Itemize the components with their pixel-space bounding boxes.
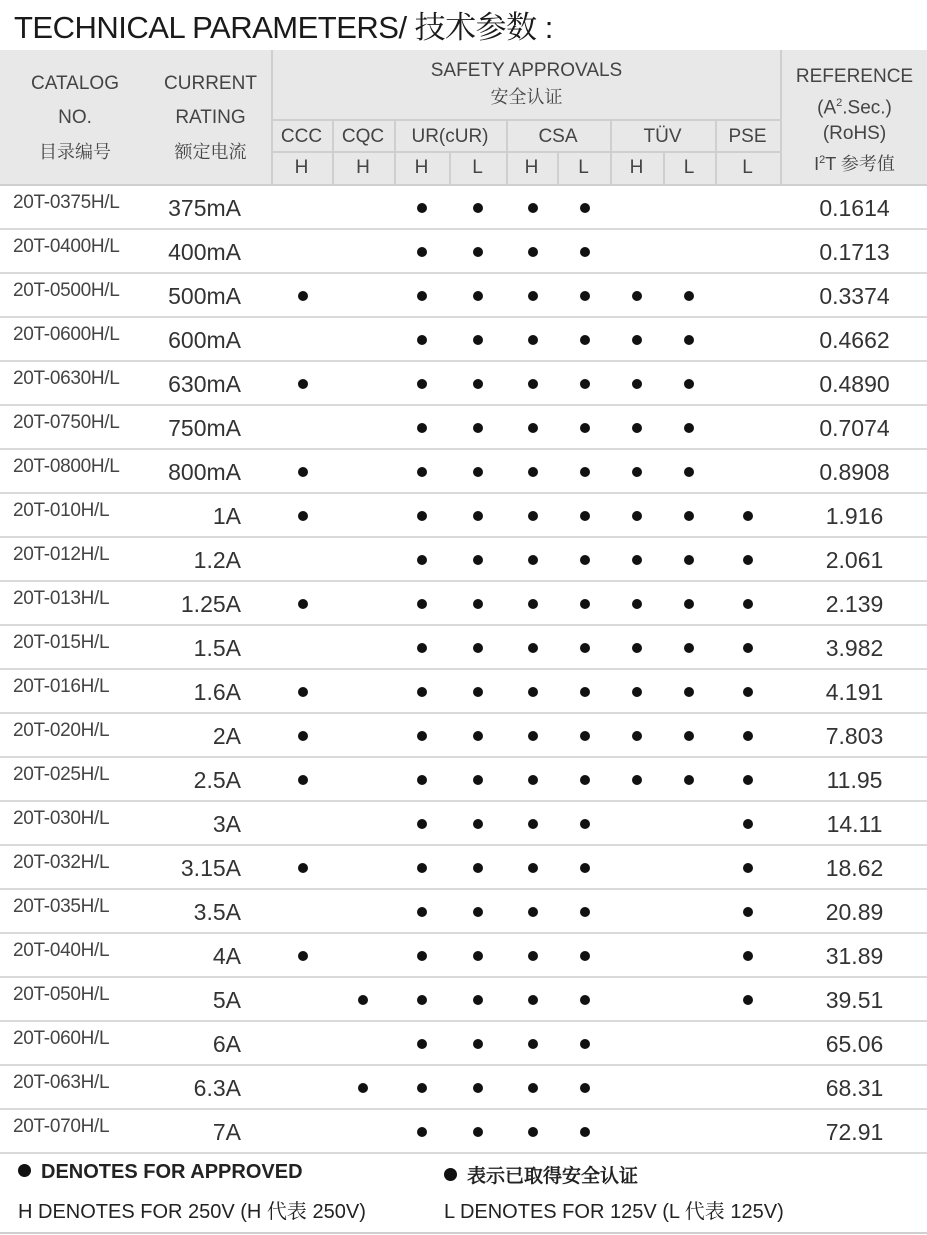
table-header	[0, 50, 927, 186]
current-rating: 3.5A	[193, 899, 241, 925]
approval-dot-icon	[473, 951, 483, 961]
approval-dot-icon	[743, 995, 753, 1005]
legend-l: L DENOTES FOR 125V (L 代表 125V)	[444, 1201, 784, 1223]
agency-cqc: CQC	[341, 126, 385, 147]
legend-approved-cn-text: 表示已取得安全认证	[467, 1166, 639, 1187]
table-row	[0, 1110, 927, 1154]
approval-dot-icon	[528, 555, 538, 565]
approval-dot-icon	[580, 643, 590, 653]
approval-dot-icon	[580, 555, 590, 565]
approval-dot-icon	[417, 247, 427, 257]
reference-value: 14.11	[826, 811, 883, 837]
approval-dot-icon	[528, 775, 538, 785]
table-row	[0, 230, 927, 274]
catalog-number: 20T-013H/L	[13, 588, 110, 609]
reference-value: 11.95	[826, 767, 883, 793]
approval-dot-icon	[580, 1083, 590, 1093]
current-rating: 800mA	[168, 459, 241, 485]
reference-value: 1.916	[825, 503, 884, 529]
approval-dot-icon	[473, 379, 483, 389]
approval-dot-icon	[632, 731, 642, 741]
approval-dot-icon	[528, 203, 538, 213]
current-header	[150, 67, 271, 169]
catalog-number: 20T-035H/L	[13, 896, 110, 917]
reference-value: 4.191	[825, 679, 884, 705]
catalog-number: 20T-016H/L	[13, 676, 110, 697]
table-row	[0, 406, 927, 450]
approval-dot-icon	[528, 863, 538, 873]
approval-dot-icon	[684, 423, 694, 433]
approval-dot-icon	[417, 643, 427, 653]
sub-tuv-l: L	[683, 157, 695, 178]
catalog-number: 20T-032H/L	[13, 852, 110, 873]
approval-dot-icon	[473, 599, 483, 609]
approval-dot-icon	[743, 775, 753, 785]
table-row	[0, 670, 927, 714]
current-header-line1: CURRENT	[164, 73, 257, 94]
approval-dot-icon	[298, 731, 308, 741]
approval-dot-icon	[580, 599, 590, 609]
approval-dot-icon	[473, 1039, 483, 1049]
approval-dot-icon	[743, 643, 753, 653]
current-rating: 4A	[212, 943, 241, 969]
approval-dot-icon	[473, 775, 483, 785]
approval-dot-icon	[632, 511, 642, 521]
approval-dot-icon	[417, 1127, 427, 1137]
safety-header-cn: 安全认证	[490, 87, 563, 107]
approval-dot-icon	[743, 863, 753, 873]
approval-dot-icon	[580, 291, 590, 301]
approval-dot-icon	[528, 687, 538, 697]
bottom-divider	[0, 1232, 927, 1234]
approval-dot-icon	[473, 1127, 483, 1137]
current-rating: 3.15A	[180, 855, 241, 881]
approval-dot-icon	[528, 907, 538, 917]
table-row	[0, 362, 927, 406]
approval-dot-icon	[417, 863, 427, 873]
reference-value: 0.1713	[819, 239, 890, 265]
approval-dot-icon	[358, 995, 368, 1005]
approval-dot-icon	[473, 247, 483, 257]
approval-dot-icon	[684, 555, 694, 565]
approval-dot-icon	[417, 335, 427, 345]
approval-dot-icon	[580, 951, 590, 961]
table-row	[0, 802, 927, 846]
approval-dot-icon	[528, 467, 538, 477]
approval-dot-icon	[580, 775, 590, 785]
reference-value: 72.91	[825, 1119, 884, 1145]
approval-dot-icon	[473, 335, 483, 345]
approval-dot-icon	[473, 555, 483, 565]
approval-dot-icon	[632, 599, 642, 609]
approval-dot-icon	[473, 731, 483, 741]
approval-dot-icon	[743, 511, 753, 521]
reference-value: 20.89	[825, 899, 884, 925]
table-row	[0, 626, 927, 670]
current-header-line3: 额定电流	[174, 142, 247, 162]
current-rating: 1.5A	[193, 635, 241, 661]
approval-dot-icon	[528, 643, 538, 653]
approval-dot-icon	[528, 379, 538, 389]
approval-dot-icon	[580, 379, 590, 389]
approval-dot-icon	[580, 819, 590, 829]
reference-value: 0.7074	[819, 415, 890, 441]
bullet-icon	[444, 1168, 457, 1181]
approval-dot-icon	[298, 379, 308, 389]
approval-dot-icon	[417, 423, 427, 433]
current-rating: 6A	[212, 1031, 241, 1057]
approval-dot-icon	[473, 687, 483, 697]
reference-value: 0.4662	[819, 327, 890, 353]
table-row	[0, 934, 927, 978]
approval-dot-icon	[743, 819, 753, 829]
approval-dot-icon	[417, 203, 427, 213]
approval-dot-icon	[473, 1083, 483, 1093]
reference-value: 18.62	[825, 855, 884, 881]
current-rating: 2.5A	[193, 767, 241, 793]
approval-dot-icon	[528, 995, 538, 1005]
legend-approved-cn	[444, 1161, 638, 1188]
sub-pse-l: L	[742, 157, 753, 178]
sub-cqc-h: H	[356, 157, 370, 178]
page-title: TECHNICAL PARAMETERS/ 技术参数 :	[14, 10, 553, 45]
approval-dot-icon	[684, 379, 694, 389]
approval-dot-icon	[298, 467, 308, 477]
approval-dot-icon	[580, 247, 590, 257]
catalog-number: 20T-010H/L	[13, 500, 110, 521]
approval-dot-icon	[684, 687, 694, 697]
table-row	[0, 274, 927, 318]
catalog-header	[0, 67, 150, 169]
approval-dot-icon	[417, 775, 427, 785]
current-rating: 750mA	[168, 415, 241, 441]
approval-dot-icon	[528, 599, 538, 609]
current-rating: 5A	[212, 987, 241, 1013]
approval-dot-icon	[473, 643, 483, 653]
approval-dot-icon	[684, 511, 694, 521]
approval-dot-icon	[632, 291, 642, 301]
reference-value: 2.139	[825, 591, 884, 617]
sub-csa-l: L	[578, 157, 589, 178]
approval-dot-icon	[298, 599, 308, 609]
catalog-number: 20T-012H/L	[13, 544, 110, 565]
table-row	[0, 494, 927, 538]
catalog-number: 20T-0500H/L	[13, 280, 120, 301]
catalog-number: 20T-0600H/L	[13, 324, 120, 345]
current-rating: 1.2A	[193, 547, 241, 573]
current-rating: 3A	[212, 811, 241, 837]
approval-dot-icon	[528, 731, 538, 741]
current-rating: 375mA	[168, 195, 241, 221]
approval-dot-icon	[743, 951, 753, 961]
bullet-icon	[18, 1164, 31, 1177]
table-row	[0, 846, 927, 890]
catalog-number: 20T-070H/L	[13, 1116, 110, 1137]
ref-unit-a: (A	[817, 97, 837, 119]
approval-dot-icon	[358, 1083, 368, 1093]
approval-dot-icon	[743, 731, 753, 741]
approval-dot-icon	[473, 467, 483, 477]
approval-dot-icon	[580, 203, 590, 213]
approval-dot-icon	[684, 599, 694, 609]
current-rating: 400mA	[168, 239, 241, 265]
approval-dot-icon	[580, 687, 590, 697]
approval-dot-icon	[528, 1083, 538, 1093]
approval-dot-icon	[298, 951, 308, 961]
sub-ur-h: H	[414, 157, 429, 178]
approval-dot-icon	[417, 555, 427, 565]
catalog-header-line3: 目录编号	[39, 142, 111, 162]
approval-dot-icon	[580, 995, 590, 1005]
approval-dot-icon	[632, 335, 642, 345]
approval-dot-icon	[417, 907, 427, 917]
table-row	[0, 318, 927, 362]
approval-dot-icon	[580, 863, 590, 873]
approval-dot-icon	[528, 1127, 538, 1137]
approval-dot-icon	[580, 423, 590, 433]
ref-i2t-b: T 参考值	[825, 154, 895, 175]
approval-dot-icon	[580, 1039, 590, 1049]
approval-dot-icon	[473, 907, 483, 917]
approval-dot-icon	[528, 291, 538, 301]
approval-dot-icon	[580, 1127, 590, 1137]
approval-dot-icon	[684, 335, 694, 345]
approval-dot-icon	[473, 819, 483, 829]
table-row	[0, 582, 927, 626]
agency-ur: UR(cUR)	[411, 126, 489, 147]
catalog-number: 20T-0400H/L	[13, 236, 120, 257]
approval-dot-icon	[417, 291, 427, 301]
approval-dot-icon	[417, 599, 427, 609]
ref-i2t-a: I	[814, 154, 820, 175]
agency-tuv: TÜV	[643, 126, 682, 147]
approval-dot-icon	[684, 775, 694, 785]
approval-dot-icon	[684, 731, 694, 741]
approval-dot-icon	[743, 555, 753, 565]
approval-dot-icon	[580, 467, 590, 477]
table-row	[0, 1066, 927, 1110]
catalog-number: 20T-060H/L	[13, 1028, 110, 1049]
catalog-number: 20T-050H/L	[13, 984, 110, 1005]
table-row	[0, 450, 927, 494]
approval-dot-icon	[632, 643, 642, 653]
approval-dot-icon	[528, 951, 538, 961]
approval-dot-icon	[473, 291, 483, 301]
approval-dot-icon	[580, 335, 590, 345]
approval-dot-icon	[298, 511, 308, 521]
current-rating: 1.6A	[193, 679, 241, 705]
approval-dot-icon	[473, 863, 483, 873]
reference-value: 3.982	[825, 635, 884, 661]
agency-pse: PSE	[728, 126, 767, 147]
ref-unit-b: .Sec.)	[842, 97, 892, 119]
catalog-number: 20T-040H/L	[13, 940, 110, 961]
table-row	[0, 890, 927, 934]
approval-dot-icon	[298, 687, 308, 697]
legend-approved	[18, 1161, 303, 1184]
current-rating: 6.3A	[193, 1075, 241, 1101]
current-rating: 1.25A	[180, 591, 241, 617]
approval-dot-icon	[417, 951, 427, 961]
catalog-number: 20T-0375H/L	[13, 192, 120, 213]
safety-header-en: SAFETY APPROVALS	[430, 60, 623, 81]
table-row	[0, 758, 927, 802]
reference-header-line4	[782, 147, 927, 177]
catalog-number: 20T-063H/L	[13, 1072, 110, 1093]
approval-dot-icon	[473, 995, 483, 1005]
current-rating: 7A	[212, 1119, 241, 1145]
sub-tuv-h: H	[629, 157, 644, 178]
reference-value: 2.061	[825, 547, 884, 573]
reference-value: 0.1614	[819, 195, 890, 221]
current-rating: 1A	[212, 503, 241, 529]
reference-value: 31.89	[825, 943, 884, 969]
reference-value: 0.4890	[819, 371, 890, 397]
approval-dot-icon	[417, 1039, 427, 1049]
catalog-number: 20T-030H/L	[13, 808, 110, 829]
approval-dot-icon	[473, 203, 483, 213]
approval-dot-icon	[528, 511, 538, 521]
reference-header-line2	[782, 90, 927, 121]
sub-ccc-h: H	[294, 157, 309, 178]
approval-dot-icon	[743, 907, 753, 917]
approval-dot-icon	[473, 511, 483, 521]
approval-dot-icon	[743, 687, 753, 697]
approval-dot-icon	[417, 379, 427, 389]
approval-dot-icon	[417, 1083, 427, 1093]
approval-dot-icon	[298, 863, 308, 873]
agency-ccc: CCC	[280, 126, 323, 147]
approval-dot-icon	[298, 291, 308, 301]
approval-dot-icon	[684, 643, 694, 653]
reference-value: 0.8908	[819, 459, 890, 485]
approval-dot-icon	[417, 687, 427, 697]
approval-dot-icon	[632, 775, 642, 785]
approval-dot-icon	[473, 423, 483, 433]
approval-dot-icon	[632, 467, 642, 477]
reference-value: 0.3374	[819, 283, 890, 309]
catalog-header-line1: CATALOG	[31, 73, 119, 94]
legend-h: H DENOTES FOR 250V (H 代表 250V)	[18, 1201, 366, 1223]
approval-dot-icon	[632, 687, 642, 697]
sub-ur-l: L	[472, 157, 483, 178]
table-row	[0, 1022, 927, 1066]
approval-dot-icon	[528, 1039, 538, 1049]
current-rating: 600mA	[168, 327, 241, 353]
approval-dot-icon	[632, 555, 642, 565]
catalog-number: 20T-0750H/L	[13, 412, 120, 433]
approval-dot-icon	[417, 731, 427, 741]
agency-csa: CSA	[538, 126, 578, 147]
catalog-number: 20T-020H/L	[13, 720, 110, 741]
catalog-number: 20T-015H/L	[13, 632, 110, 653]
ref-unit-sup: 2	[836, 97, 843, 109]
reference-value: 65.06	[825, 1031, 884, 1057]
current-rating: 500mA	[168, 283, 241, 309]
reference-value: 39.51	[825, 987, 884, 1013]
ref-i2t-sup: 2	[819, 154, 826, 167]
reference-header	[782, 64, 927, 177]
approval-dot-icon	[528, 247, 538, 257]
approval-dot-icon	[417, 819, 427, 829]
approval-dot-icon	[684, 467, 694, 477]
current-header-line2: RATING	[175, 107, 246, 128]
approval-dot-icon	[580, 511, 590, 521]
catalog-header-line2: NO.	[58, 107, 92, 128]
table-row	[0, 978, 927, 1022]
table-row	[0, 714, 927, 758]
approval-dot-icon	[632, 379, 642, 389]
approval-dot-icon	[528, 423, 538, 433]
catalog-number: 20T-0630H/L	[13, 368, 120, 389]
approval-dot-icon	[528, 819, 538, 829]
table-row	[0, 186, 927, 230]
approval-dot-icon	[580, 731, 590, 741]
catalog-number: 20T-0800H/L	[13, 456, 120, 477]
approval-dot-icon	[632, 423, 642, 433]
approval-dot-icon	[417, 467, 427, 477]
reference-header-line1: REFERENCE	[795, 66, 914, 87]
approval-dot-icon	[743, 599, 753, 609]
approval-dot-icon	[580, 907, 590, 917]
legend-approved-en: DENOTES FOR APPROVED	[41, 1161, 303, 1183]
reference-header-line3: (RoHS)	[822, 123, 887, 145]
sub-csa-h: H	[524, 157, 539, 178]
reference-value: 68.31	[825, 1075, 884, 1101]
current-rating: 630mA	[168, 371, 241, 397]
current-rating: 2A	[212, 723, 241, 749]
approval-dot-icon	[417, 995, 427, 1005]
reference-value: 7.803	[825, 723, 884, 749]
approval-dot-icon	[684, 291, 694, 301]
approval-dot-icon	[528, 335, 538, 345]
table-row	[0, 538, 927, 582]
catalog-number: 20T-025H/L	[13, 764, 110, 785]
approval-dot-icon	[298, 775, 308, 785]
approval-dot-icon	[417, 511, 427, 521]
safety-approvals-header	[271, 58, 782, 110]
